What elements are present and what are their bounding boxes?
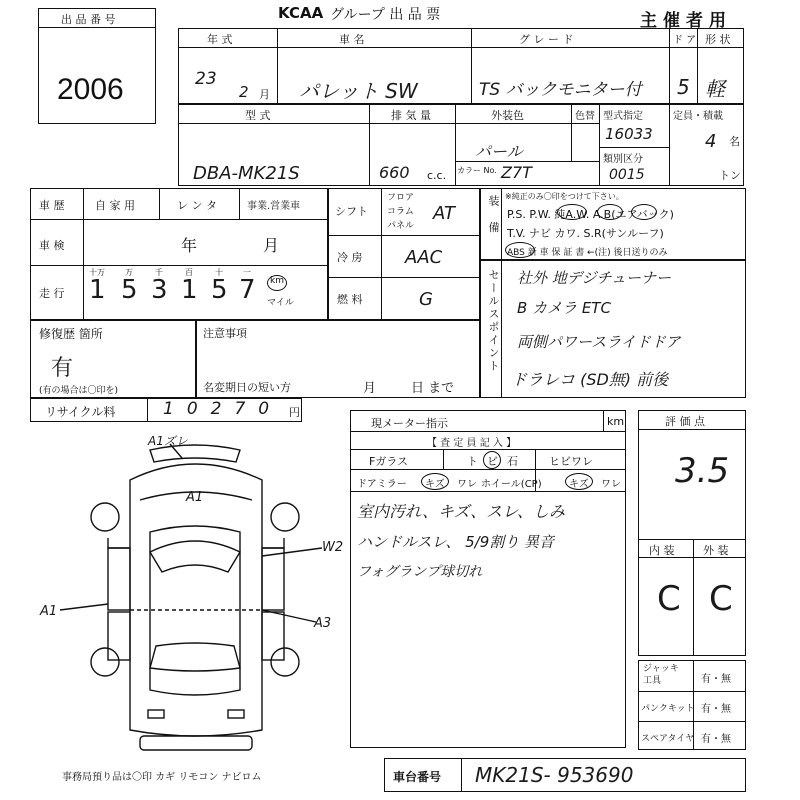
interior-label: 内 装 xyxy=(649,544,675,557)
tools-box xyxy=(638,660,746,750)
mark-hood: A1 xyxy=(186,490,204,505)
row2-box xyxy=(178,104,744,186)
lot-number-label: 出 品 番 号 xyxy=(61,13,116,26)
digit-10: 十 xyxy=(215,268,223,277)
lot-number-box xyxy=(38,8,156,124)
equipment-line2: T.V. ナビ カワ. S.R(サンルーフ) xyxy=(507,227,664,240)
history-label: 車 歴 xyxy=(39,199,65,212)
displacement-unit: c.c. xyxy=(427,169,447,182)
equipment-label: 装 備 xyxy=(487,195,500,239)
mirror-opt-2: ワレ xyxy=(457,479,477,490)
transfer-day: 日 まで xyxy=(411,381,455,396)
mark-left-side: A1 xyxy=(40,604,58,619)
sales-point-4: ドラレコ (SD無) 前後 xyxy=(511,370,669,389)
displacement-value: 660 xyxy=(379,163,410,182)
meter-unit: km xyxy=(607,415,625,428)
digit-1: 一 xyxy=(243,268,251,277)
car-rear-window xyxy=(150,643,240,671)
transfer-label: 名変期日の短い方 xyxy=(203,381,291,394)
equipment-note: ※純正のみ〇印をつけて下さい。 xyxy=(505,192,624,201)
exterior-value: C xyxy=(709,579,733,619)
fuel-value: G xyxy=(419,289,433,310)
km-label: km xyxy=(270,276,284,286)
lot-number-value: 2006 xyxy=(57,73,124,106)
sales-points-box xyxy=(480,260,746,398)
office-note: 事務局預り品は〇印 カギ リモコン ナビロム xyxy=(62,772,262,783)
digit-100k: 十万 xyxy=(89,268,105,277)
grade-value: TS バックモニター付 xyxy=(479,80,642,100)
inspector-comment-2: ハンドルスレ、 5/9割り 異音 xyxy=(357,533,555,551)
year-label: 年 式 xyxy=(207,33,233,46)
inspection-month-unit: 月 xyxy=(263,236,280,255)
digit-1k: 千 xyxy=(155,268,163,277)
color-change-label: 色替 xyxy=(575,111,595,122)
interior-value: C xyxy=(657,579,681,619)
history-option-business: 事業.営業車 xyxy=(247,201,301,212)
exterior-color-label: 外装色 xyxy=(491,109,524,122)
header-logo: KCAA xyxy=(278,4,324,22)
mileage-digit-3: 3 xyxy=(151,275,168,305)
mileage-digit-4: 1 xyxy=(181,275,198,305)
glass-opt-3: 石 xyxy=(507,455,518,468)
sales-point-3: 両側パワースライドドア xyxy=(517,333,681,351)
header-organizer: 主催者用 xyxy=(640,11,732,31)
equipment-line3: ABS 新 車 保 証 書 ←(注) 後日送りのみ xyxy=(507,248,668,258)
grade-value: 3.5 xyxy=(675,451,730,491)
grade-box xyxy=(638,410,746,656)
meter-label: 現メーター指示 xyxy=(371,417,448,430)
fuel-label: 燃 料 xyxy=(337,293,363,306)
mirror-opt-1: キズ xyxy=(425,479,445,490)
ton-unit: トン xyxy=(719,169,741,182)
inspector-label: 【 査 定 員 記 入 】 xyxy=(427,438,517,449)
inspector-comment-1: 室内汚れ、キズ、スレ、しみ xyxy=(357,502,565,521)
shape-label: 形 状 xyxy=(705,33,731,46)
inspector-comment-3: フォグランプ球切れ xyxy=(357,564,483,580)
door-value: 5 xyxy=(677,75,690,99)
shape-value: 軽 xyxy=(705,77,725,101)
shift-box xyxy=(328,188,480,320)
capacity-value: 4 xyxy=(705,131,717,152)
shift-panel: パネル xyxy=(387,221,415,231)
mark-front-bumper: A1ズレ xyxy=(148,434,188,448)
tool-puncture-label: パンクキット xyxy=(641,704,695,714)
mile-label: マイル xyxy=(267,298,294,308)
tool-spare-label: スペアタイヤ xyxy=(641,734,695,744)
sales-point-1: 社外 地デジチューナー xyxy=(517,269,672,287)
mark-right-door: W2 xyxy=(322,540,344,555)
mileage-label: 走 行 xyxy=(39,287,65,300)
wheel-label: ホイール(CP) xyxy=(481,479,542,490)
wheel-front-left xyxy=(91,503,119,531)
wheel-opt-2: ワレ xyxy=(601,479,621,490)
grade-label: 評 価 点 xyxy=(665,415,705,428)
mileage-digit-6: 7 xyxy=(239,275,256,305)
glass-opt-1: ト xyxy=(467,455,478,468)
tool-puncture-value: 有・無 xyxy=(701,704,731,715)
tool-jack-label: ジャッキ 工具 xyxy=(643,664,679,686)
sales-point-2: B カメラ ETC xyxy=(517,299,611,317)
repair-box xyxy=(30,320,196,398)
circle-abs xyxy=(505,242,535,258)
notes-box xyxy=(196,320,480,398)
circle-ab xyxy=(631,204,657,220)
sales-points-label: セールスポイント xyxy=(487,269,500,373)
circle-pw xyxy=(557,204,587,220)
door-label: ド ア xyxy=(673,35,697,46)
year-value: 23 xyxy=(195,69,217,89)
month-value: 2 xyxy=(239,83,249,101)
shift-value: AT xyxy=(433,203,455,224)
type-value: DBA-MK21S xyxy=(193,163,300,184)
glass-opt-2: ビ xyxy=(487,455,498,468)
mirror-circle xyxy=(421,473,449,490)
car-roof-outline xyxy=(150,526,240,695)
transfer-month: 月 xyxy=(363,381,377,396)
exterior-color-value: パール xyxy=(475,142,523,161)
ac-label: 冷 房 xyxy=(337,251,363,264)
recycle-label: リサイクル料 xyxy=(45,405,116,419)
mileage-digit-1: 1 xyxy=(89,275,106,305)
row1-box xyxy=(178,28,744,104)
equipment-line1: P.S. P.W. 純A.W. A.B(エアバック) xyxy=(507,208,674,221)
chassis-value: MK21S- 953690 xyxy=(475,763,634,787)
shift-label: シフト xyxy=(335,205,368,218)
inspection-year-unit: 年 xyxy=(181,236,198,255)
repair-label: 修復歴 箇所 xyxy=(39,327,103,341)
model-value: パレット SW xyxy=(299,79,418,103)
displacement-label: 排 気 量 xyxy=(391,109,431,122)
month-unit: 月 xyxy=(259,88,270,101)
mark-right-rear: A3 xyxy=(314,616,332,631)
mirror-label: ドアミラー xyxy=(357,479,407,490)
ac-value: AAC xyxy=(405,247,443,268)
chassis-box xyxy=(384,758,746,792)
exterior-label: 外 装 xyxy=(703,544,729,557)
chassis-label: 車台番号 xyxy=(393,770,442,784)
wheel-opt-1: キズ xyxy=(569,479,589,490)
wheel-front-right xyxy=(271,503,299,531)
type-label: 型 式 xyxy=(245,109,271,122)
tool-spare-value: 有・無 xyxy=(701,734,731,745)
class-value: 0015 xyxy=(609,167,645,183)
wheel-rear-left xyxy=(91,648,119,676)
history-option-private: 自 家 用 xyxy=(95,199,135,212)
inspector-box xyxy=(350,410,626,748)
recycle-value: 10270 xyxy=(163,399,283,419)
class-label: 類別区分 xyxy=(603,154,643,165)
inspection-label: 車 検 xyxy=(39,239,65,252)
car-windshield xyxy=(150,541,240,572)
capacity-label: 定員・積載 xyxy=(673,111,723,122)
shift-floor: フロア xyxy=(387,193,415,203)
wheel-circle xyxy=(565,473,593,490)
notes-label: 注意事項 xyxy=(203,327,247,340)
digit-10k: 万 xyxy=(125,268,133,277)
tool-jack-value: 有・無 xyxy=(701,674,731,685)
recycle-box xyxy=(30,398,302,422)
wheel-rear-right xyxy=(271,648,299,676)
mileage-digit-2: 5 xyxy=(121,275,138,305)
history-box xyxy=(30,188,328,320)
equipment-box xyxy=(480,188,746,260)
circle-aw xyxy=(597,204,623,220)
recycle-unit: 円 xyxy=(289,406,300,419)
glass-label: Fガラス xyxy=(369,455,408,468)
grade-label: グ レ ー ド xyxy=(519,33,574,46)
glass-circle xyxy=(483,451,501,469)
history-option-rental: レ ン タ xyxy=(177,199,217,212)
digit-100: 百 xyxy=(185,268,193,277)
color-no-value: Z7T xyxy=(501,163,532,182)
capacity-unit: 名 xyxy=(729,135,740,148)
header-title: グループ 出 品 票 xyxy=(330,7,441,23)
model-label: 車 名 xyxy=(339,33,365,46)
shift-column: コラム xyxy=(387,207,414,217)
spec-label: 型式指定 xyxy=(603,111,643,122)
crack-label: ヒビワレ xyxy=(549,455,593,468)
spec-value: 16033 xyxy=(605,125,653,143)
repair-note: (有の場合は〇印を) xyxy=(39,386,119,396)
repair-value: 有 xyxy=(51,356,74,381)
color-no-label: カラー No. xyxy=(457,166,497,175)
mileage-digit-5: 5 xyxy=(211,275,228,305)
